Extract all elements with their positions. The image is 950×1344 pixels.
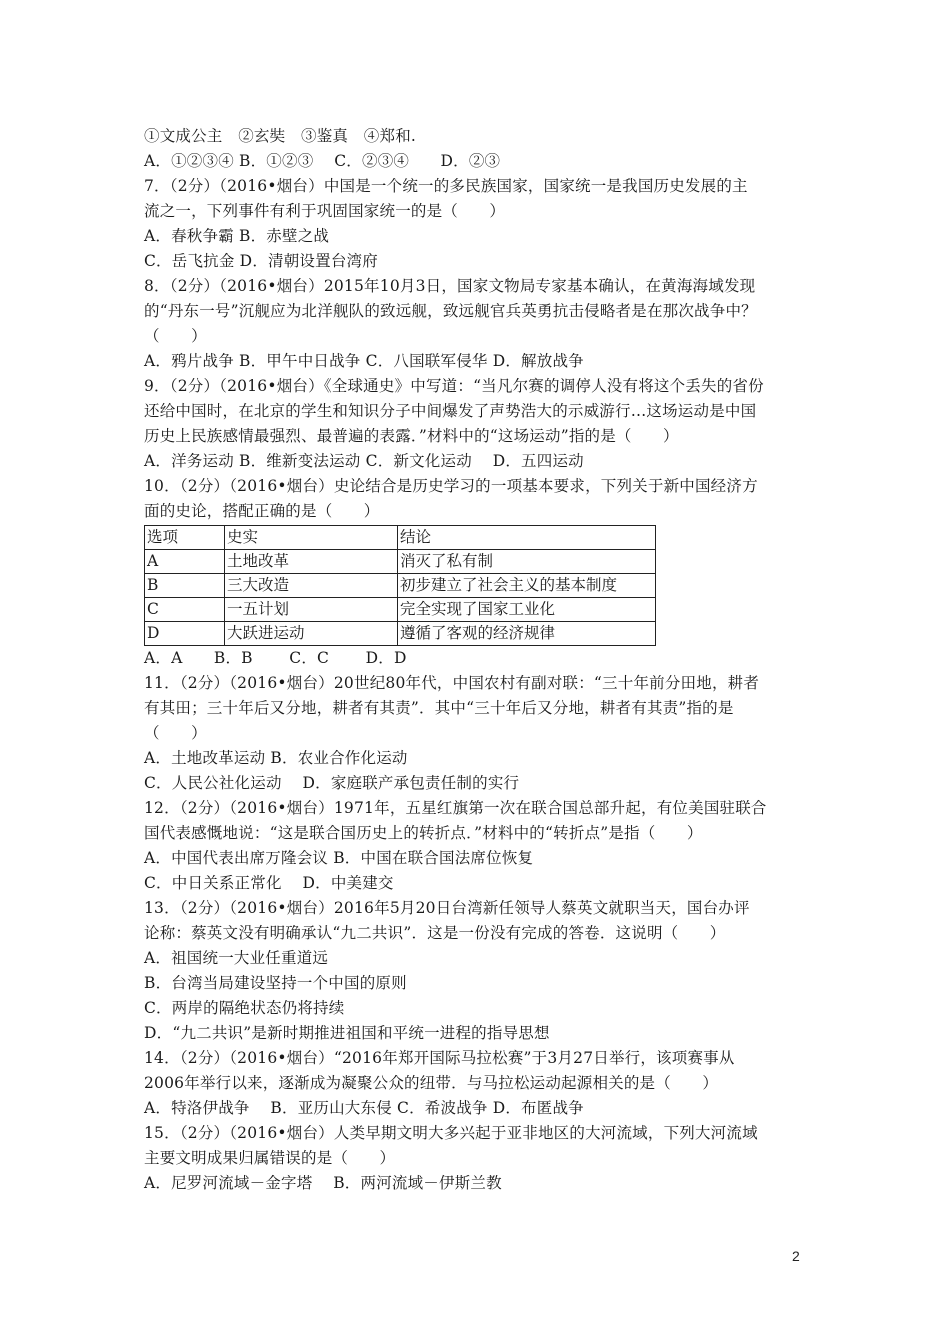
text-line: 13．（2分）（2016•烟台）2016年5月20日台湾新任领导人蔡英文就职当天，国台办评	[144, 899, 750, 917]
page-content	[144, 124, 814, 1196]
table-cell: 完全实现了国家工业化	[398, 598, 656, 622]
table-header-row	[145, 526, 656, 550]
table-row	[145, 550, 656, 574]
text-line: A．①②③④ B．①②③ C．②③④ D．②③	[144, 152, 501, 170]
text-line: 面的史论，搭配正确的是（ ）	[144, 502, 380, 520]
table-header-cell: 选项	[145, 526, 225, 550]
table-cell: 大跃进运动	[225, 622, 398, 646]
text-line: C．岳飞抗金 D．清朝设置台湾府	[144, 252, 378, 270]
table-cell: 一五计划	[225, 598, 398, 622]
table-cell: B	[145, 574, 225, 598]
text-line: （ ）	[144, 724, 207, 742]
text-line: 10．（2分）（2016•烟台）史论结合是历史学习的一项基本要求，下列关于新中国经济方	[144, 477, 758, 495]
text-line: C．中日关系正常化 D．中美建交	[144, 874, 394, 892]
table-cell: 土地改革	[225, 550, 398, 574]
text-line: A．祖国统一大业任重道远	[144, 949, 329, 967]
text-line: A．尼罗河流域－金字塔 B．两河流域－伊斯兰教	[144, 1174, 502, 1192]
text-line: 15．（2分）（2016•烟台）人类早期文明大多兴起于亚非地区的大河流域，下列大河流域	[144, 1124, 758, 1142]
text-line: 的“丹东一号”沉舰应为北洋舰队的致远舰，致远舰官兵英勇抗击侵略者是在那次战争中？	[144, 302, 757, 320]
text-line: 历史上民族感情最强烈、最普遍的表露．”材料中的“这场运动”指的是（ ）	[144, 427, 679, 445]
text-line: 流之一，下列事件有利于巩固国家统一的是（ ）	[144, 202, 506, 220]
text-line: 2006年举行以来，逐渐成为凝聚公众的纽带．与马拉松运动起源相关的是（ ）	[144, 1074, 719, 1092]
table-row	[145, 622, 656, 646]
text-line: A．鸦片战争 B．甲午中日战争 C．八国联军侵华 D．解放战争	[144, 352, 584, 370]
table-header-cell: 结论	[398, 526, 656, 550]
table-cell: C	[145, 598, 225, 622]
table-row	[145, 598, 656, 622]
text-line: ①文成公主 ②玄奘 ③鉴真 ④郑和.	[144, 127, 417, 145]
text-line: C．人民公社化运动 D．家庭联产承包责任制的实行	[144, 774, 520, 792]
text-line: A．特洛伊战争 B．亚历山大东侵 C．希波战争 D．布匿战争	[144, 1099, 584, 1117]
text-line: 国代表感慨地说：“这是联合国历史上的转折点．”材料中的“转折点”是指（ ）	[144, 824, 703, 842]
table-cell: 遵循了客观的经济规律	[398, 622, 656, 646]
text-line: 9．（2分）（2016•烟台）《全球通史》中写道：“当凡尔赛的调停人没有将这个丢失的省份	[144, 377, 764, 395]
text-line: 12．（2分）（2016•烟台）1971年，五星红旗第一次在联合国总部升起，有位美国驻联合	[144, 799, 767, 817]
question-block-before-table	[144, 124, 814, 524]
table-row	[145, 574, 656, 598]
history-table	[144, 525, 656, 646]
text-line: 14．（2分）（2016•烟台）“2016年郑开国际马拉松赛”于3月27日举行，该项赛事从	[144, 1049, 735, 1067]
text-line: 有其田；三十年后又分地，耕者有其责”．其中“三十年后又分地，耕者有其责”指的是	[144, 699, 734, 717]
table-cell: 初步建立了社会主义的基本制度	[398, 574, 656, 598]
table-cell: 消灭了私有制	[398, 550, 656, 574]
question-block-after-table	[144, 646, 814, 1196]
text-line: D．“九二共识”是新时期推进祖国和平统一进程的指导思想	[144, 1024, 550, 1042]
table-cell: D	[145, 622, 225, 646]
text-line: （ ）	[144, 327, 207, 345]
text-line: B．台湾当局建设坚持一个中国的原则	[144, 974, 407, 992]
text-line: A．土地改革运动 B．农业合作化运动	[144, 749, 408, 767]
text-line: A．A B．B C．C D．D	[144, 649, 407, 667]
table-cell: 三大改造	[225, 574, 398, 598]
page-number: 2	[792, 1248, 800, 1264]
text-line: A．中国代表出席万隆会议 B．中国在联合国法席位恢复	[144, 849, 534, 867]
text-line: 还给中国时，在北京的学生和知识分子中间爆发了声势浩大的示威游行…这场运动是中国	[144, 402, 757, 420]
text-line: C．两岸的隔绝状态仍将持续	[144, 999, 345, 1017]
text-line: A．洋务运动 B．维新变法运动 C．新文化运动 D．五四运动	[144, 452, 584, 470]
table-cell: A	[145, 550, 225, 574]
text-line: 11．（2分）（2016•烟台）20世纪80年代，中国农村有副对联：“三十年前分田地，耕者	[144, 674, 760, 692]
table-header-cell: 史实	[225, 526, 398, 550]
text-line: 7．（2分）（2016•烟台）中国是一个统一的多民族国家，国家统一是我国历史发展的主	[144, 177, 748, 195]
text-line: 论称：蔡英文没有明确承认“九二共识”．这是一份没有完成的答卷．这说明（ ）	[144, 924, 726, 942]
text-line: A．春秋争霸 B．赤壁之战	[144, 227, 330, 245]
text-line: 主要文明成果归属错误的是（ ）	[144, 1149, 396, 1167]
text-line: 8．（2分）（2016•烟台）2015年10月3日，国家文物局专家基本确认，在黄海海域发现	[144, 277, 756, 295]
